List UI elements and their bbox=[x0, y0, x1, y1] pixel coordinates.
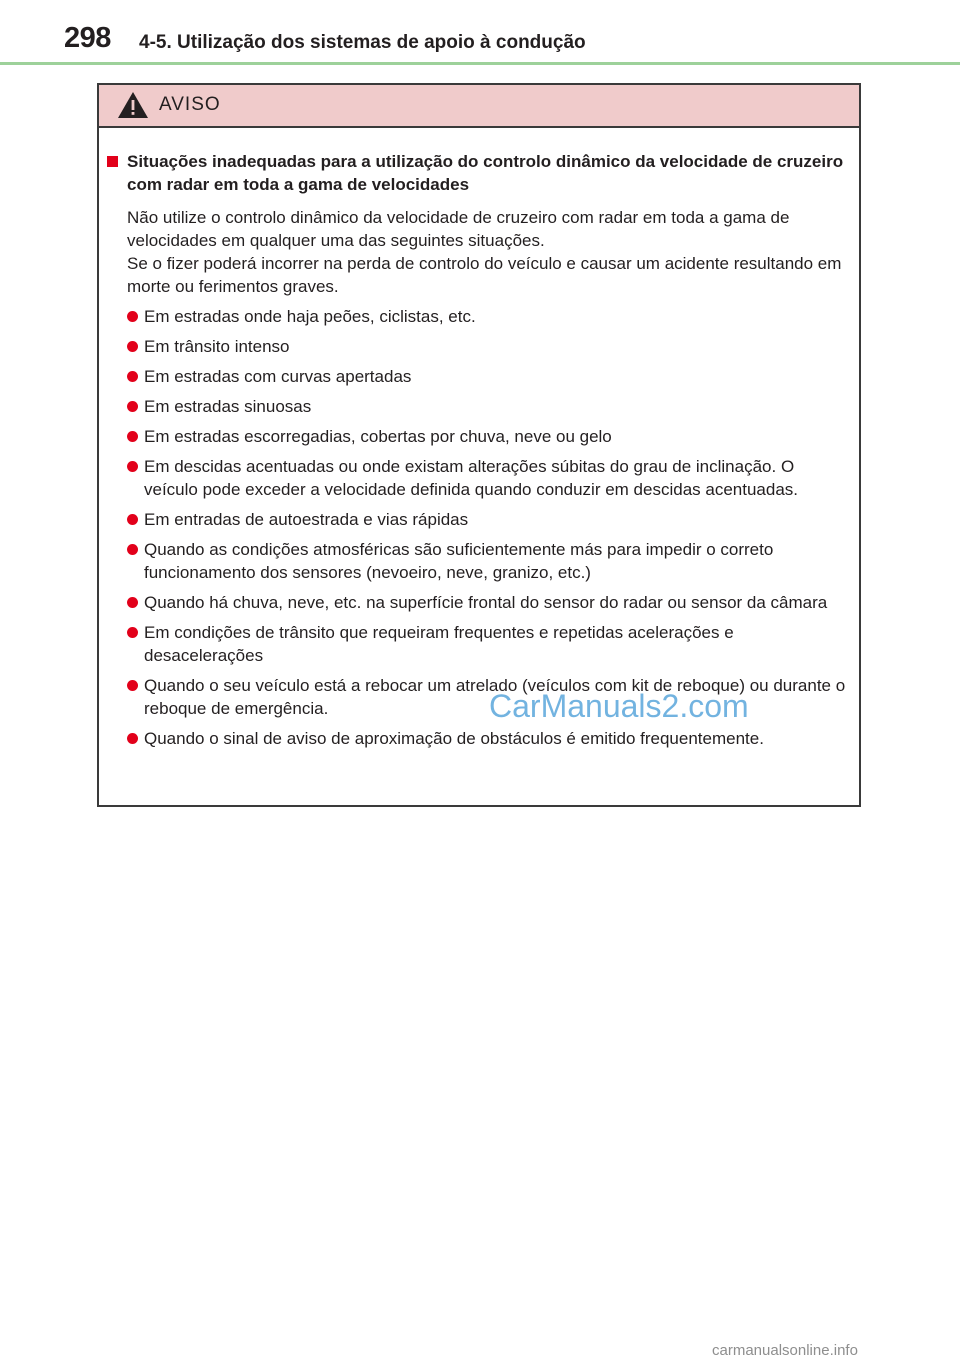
warning-subheading bbox=[107, 150, 851, 196]
list-item bbox=[107, 305, 851, 328]
bullet-dot-icon bbox=[127, 401, 138, 412]
bullet-dot-icon bbox=[127, 311, 138, 322]
bullet-dot-icon bbox=[127, 627, 138, 638]
list-item-text: Em entradas de autoestrada e vias rápidas bbox=[144, 510, 469, 529]
header-divider bbox=[0, 62, 960, 65]
list-item bbox=[107, 538, 851, 584]
footer-watermark: carmanualsonline.info bbox=[712, 1342, 858, 1359]
list-item-text: Em estradas com curvas apertadas bbox=[144, 367, 412, 386]
intro-paragraph-1: Não utilize o controlo dinâmico da velocidade de cruzeiro com radar em toda a gama de velocidades em qualquer uma das seguintes situações. bbox=[127, 208, 790, 250]
bullet-dot-icon bbox=[127, 461, 138, 472]
bullet-dot-icon bbox=[127, 544, 138, 555]
list-item-text: Em condições de trânsito que requeiram frequentes e repetidas acelerações e desacelerações bbox=[144, 623, 734, 665]
square-bullet-icon bbox=[107, 156, 118, 167]
bullet-dot-icon bbox=[127, 733, 138, 744]
warning-header bbox=[99, 85, 859, 128]
warning-label: AVISO bbox=[159, 94, 221, 115]
list-item bbox=[107, 455, 851, 501]
warning-triangle-icon bbox=[117, 91, 149, 119]
section-title: 4-5. Utilização dos sistemas de apoio à condução bbox=[139, 32, 586, 53]
bullet-dot-icon bbox=[127, 514, 138, 525]
list-item bbox=[107, 335, 851, 358]
list-item bbox=[107, 727, 851, 750]
list-item-text: Em descidas acentuadas ou onde existam alterações súbitas do grau de inclinação. O veículo pode exceder a velocidade definida quando conduzir em descidas acentuadas. bbox=[144, 457, 799, 499]
bullet-dot-icon bbox=[127, 680, 138, 691]
warning-body bbox=[99, 128, 859, 750]
intro-paragraph-2: Se o fizer poderá incorrer na perda de controlo do veículo e causar um acidente resultando em morte ou ferimentos graves. bbox=[127, 254, 842, 296]
list-item bbox=[107, 591, 851, 614]
bullet-dot-icon bbox=[127, 431, 138, 442]
page-header bbox=[0, 0, 960, 66]
page-number: 298 bbox=[64, 22, 111, 54]
list-item-text: Quando as condições atmosféricas são suficientemente más para impedir o correto funcionamento dos sensores (nevoeiro, neve, granizo, etc.) bbox=[144, 540, 774, 582]
list-item bbox=[107, 508, 851, 531]
list-item-text: Quando há chuva, neve, etc. na superfície frontal do sensor do radar ou sensor da câmara bbox=[144, 593, 828, 612]
list-item bbox=[107, 365, 851, 388]
list-item-text: Quando o seu veículo está a rebocar um atrelado (veículos com kit de reboque) ou durante o reboque de emergência. bbox=[144, 676, 846, 718]
watermark: CarManuals2.com bbox=[489, 688, 749, 724]
subheading-text: Situações inadequadas para a utilização do controlo dinâmico da velocidade de cruzeiro com radar em toda a gama de velocidades bbox=[127, 152, 844, 194]
list-item bbox=[107, 395, 851, 418]
list-item-text: Em estradas sinuosas bbox=[144, 397, 312, 416]
warning-intro bbox=[127, 206, 851, 298]
bullet-dot-icon bbox=[127, 341, 138, 352]
situation-list bbox=[107, 305, 851, 750]
list-item-text: Em estradas escorregadias, cobertas por chuva, neve ou gelo bbox=[144, 427, 612, 446]
bullet-dot-icon bbox=[127, 371, 138, 382]
list-item bbox=[107, 621, 851, 667]
list-item-text: Em trânsito intenso bbox=[144, 337, 290, 356]
list-item-text: Em estradas onde haja peões, ciclistas, etc. bbox=[144, 307, 476, 326]
list-item-text: Quando o sinal de aviso de aproximação de obstáculos é emitido frequentemente. bbox=[144, 729, 764, 748]
list-item bbox=[107, 425, 851, 448]
bullet-dot-icon bbox=[127, 597, 138, 608]
